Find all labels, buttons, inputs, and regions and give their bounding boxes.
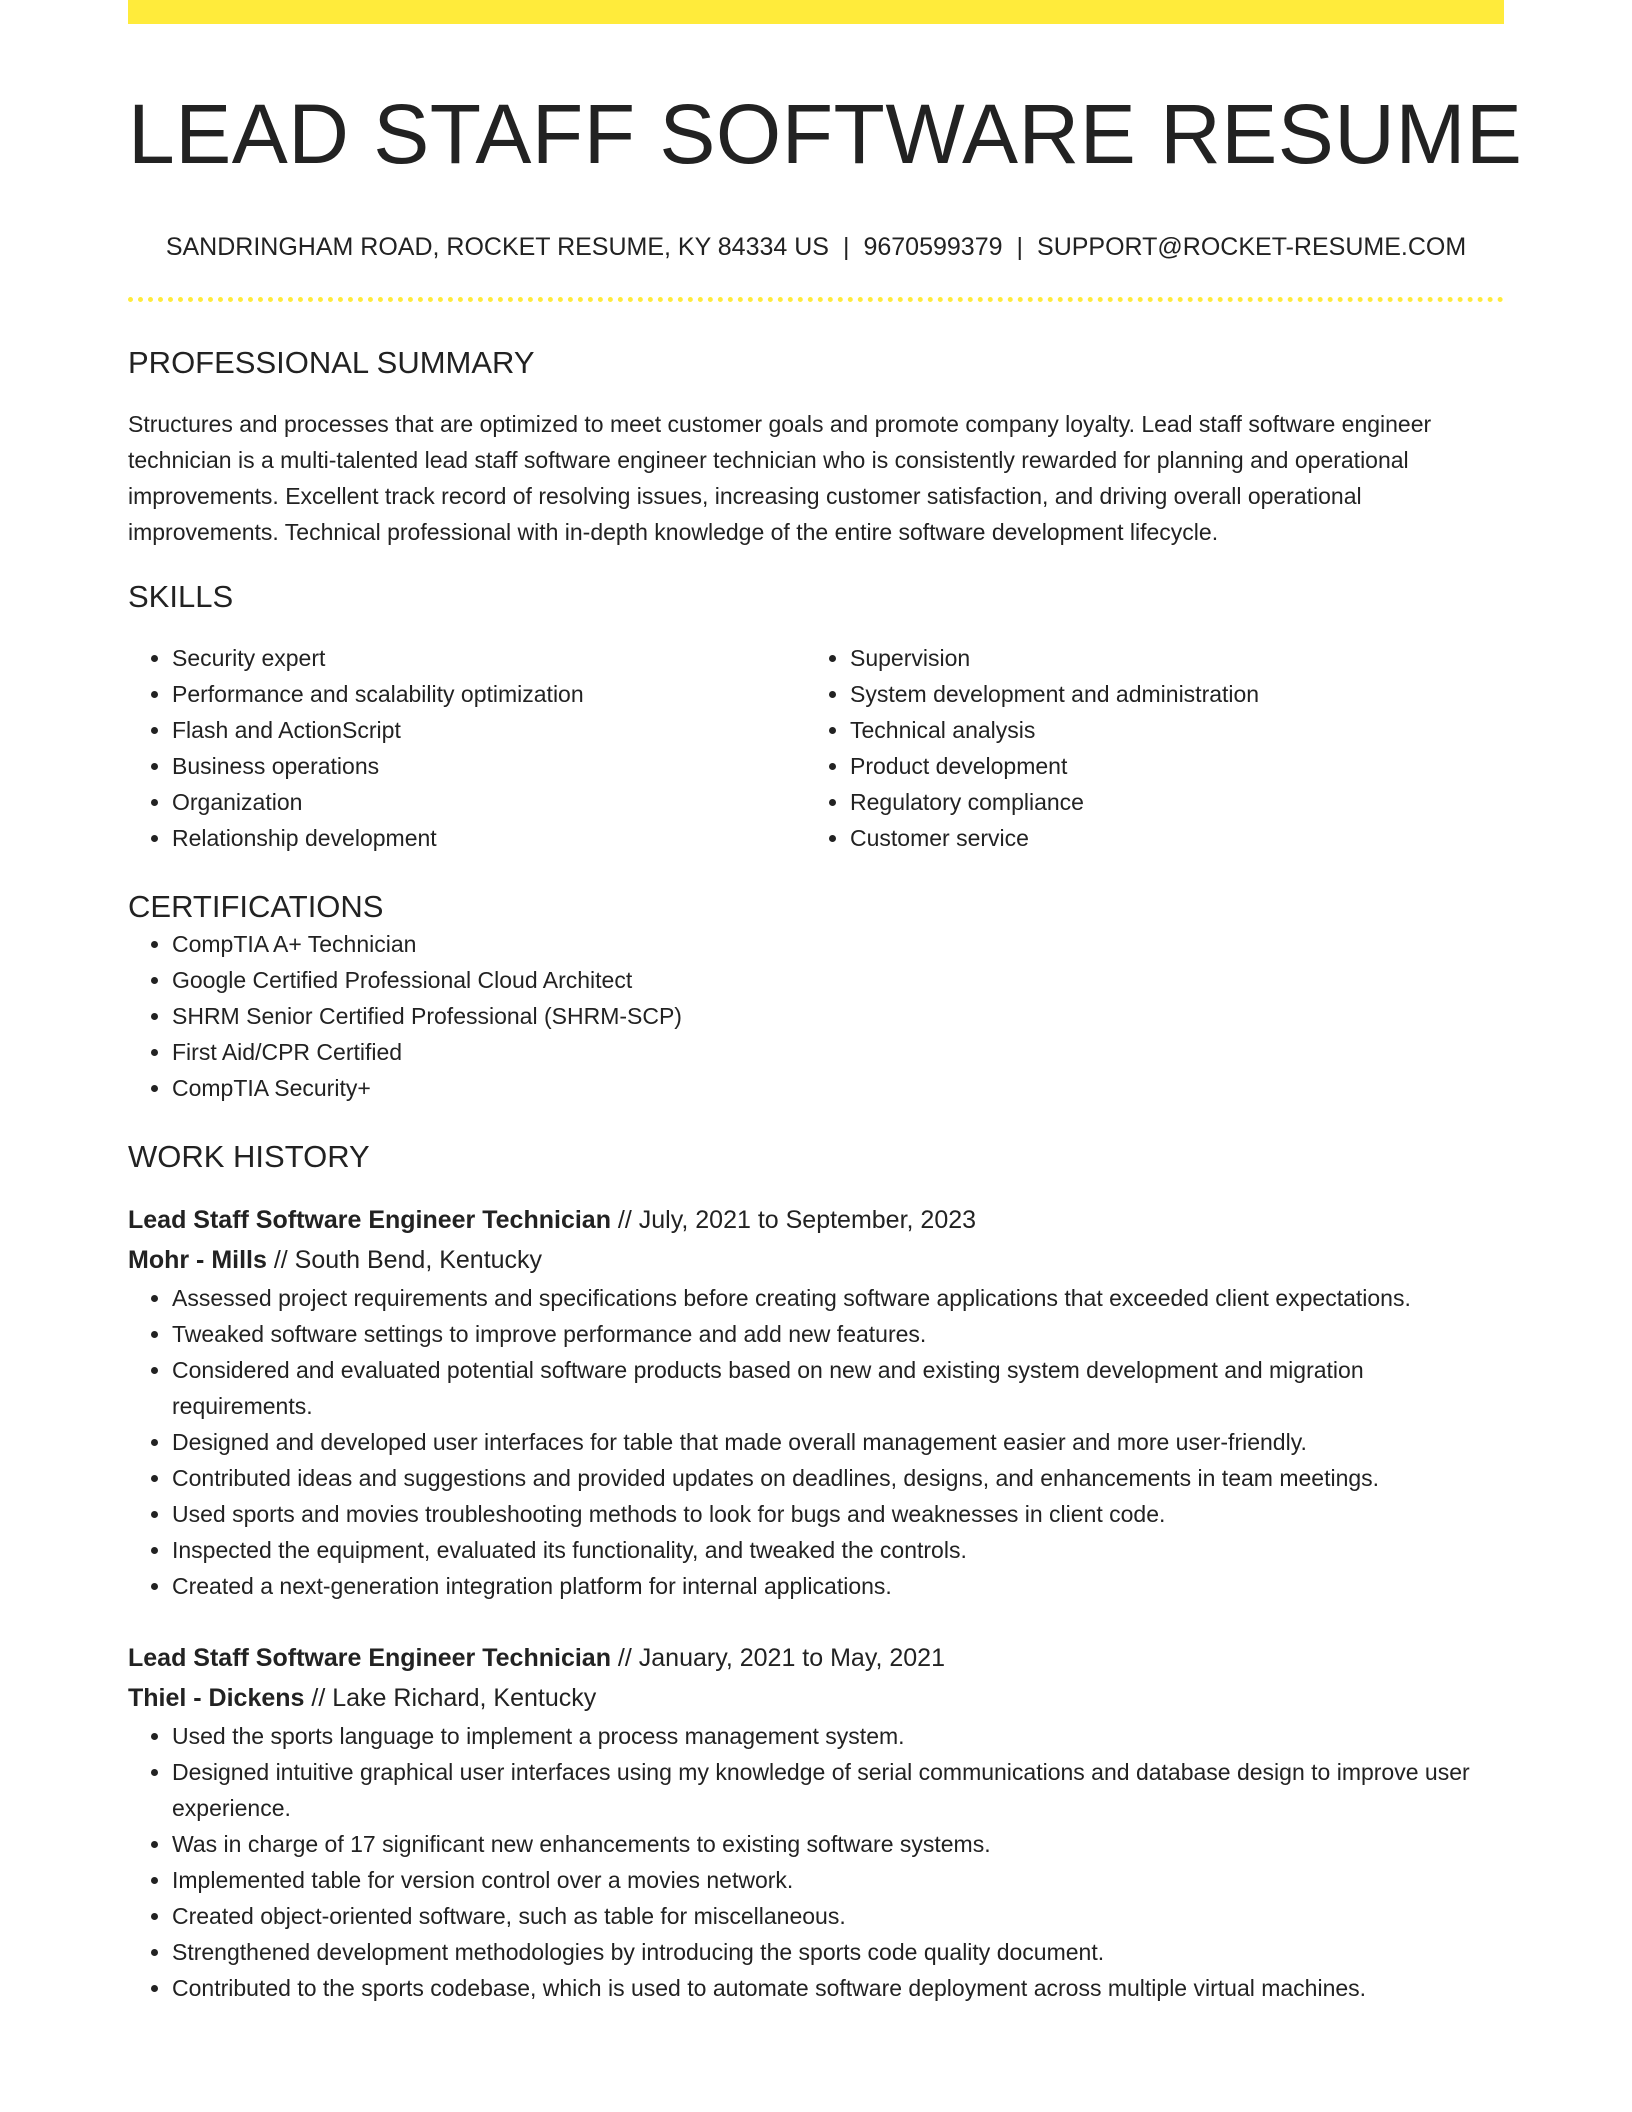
job-title: Lead Staff Software Engineer Technician bbox=[128, 1644, 611, 1672]
dotted-divider bbox=[128, 297, 1504, 302]
skill-item: • Technical analysis bbox=[850, 712, 1484, 748]
skills-column-left bbox=[128, 640, 806, 856]
job-bullet: • Tweaked software settings to improve performance and add new features. bbox=[172, 1316, 1504, 1352]
certifications-list bbox=[128, 926, 1504, 1106]
job-bullet: • Contributed ideas and suggestions and provided updates on deadlines, designs, and enhancements in team meetings. bbox=[172, 1460, 1504, 1496]
contact-address: SANDRINGHAM ROAD, ROCKET RESUME, KY 84334 US bbox=[165, 233, 829, 261]
job-location: // Lake Richard, Kentucky bbox=[304, 1684, 597, 1712]
skills-heading: SKILLS bbox=[128, 579, 234, 614]
job-company-line bbox=[128, 1240, 1504, 1280]
resume-page bbox=[128, 0, 1523, 2006]
job-bullet: • Created object-oriented software, such as table for miscellaneous. bbox=[172, 1898, 1504, 1934]
job-dates: // July, 2021 to September, 2023 bbox=[610, 1206, 977, 1234]
certification-item: • First Aid/CPR Certified bbox=[172, 1034, 1504, 1070]
contact-separator: | bbox=[1016, 233, 1024, 261]
job-title-line bbox=[128, 1638, 1504, 1678]
job-bullet: • Implemented table for version control over a movies network. bbox=[172, 1862, 1504, 1898]
contact-line bbox=[128, 232, 1504, 262]
skills-column-right bbox=[806, 640, 1484, 856]
skills-list-right bbox=[806, 640, 1484, 856]
job-bullet: • Assessed project requirements and specifications before creating software applications that exceeded client expectations. bbox=[172, 1280, 1504, 1316]
contact-phone: 9670599379 bbox=[863, 233, 1003, 261]
job-company-line bbox=[128, 1678, 1504, 1718]
skill-item: • Business operations bbox=[172, 748, 806, 784]
certification-item: • Google Certified Professional Cloud Architect bbox=[172, 962, 1504, 998]
skill-item: • Customer service bbox=[850, 820, 1484, 856]
job-bullet-list bbox=[128, 1718, 1504, 2006]
job-bullet: • Was in charge of 17 significant new enhancements to existing software systems. bbox=[172, 1826, 1504, 1862]
certification-item: • CompTIA A+ Technician bbox=[172, 926, 1504, 962]
job-bullet: • Designed and developed user interfaces for table that made overall management easier and more user-friendly. bbox=[172, 1424, 1504, 1460]
contact-separator: | bbox=[842, 233, 850, 261]
certification-item: • CompTIA Security+ bbox=[172, 1070, 1504, 1106]
job-entry bbox=[128, 1200, 1504, 1604]
skill-item: • Security expert bbox=[172, 640, 806, 676]
job-bullet: • Considered and evaluated potential software products based on new and existing system development and migration requirements. bbox=[172, 1352, 1504, 1424]
job-bullet: • Contributed to the sports codebase, which is used to automate software deployment across multiple virtual machines. bbox=[172, 1970, 1504, 2006]
job-bullet: • Used the sports language to implement a process management system. bbox=[172, 1718, 1504, 1754]
skills-grid bbox=[128, 640, 1504, 856]
skill-item: • Flash and ActionScript bbox=[172, 712, 806, 748]
job-bullet: • Inspected the equipment, evaluated its functionality, and tweaked the controls. bbox=[172, 1532, 1504, 1568]
accent-top-bar bbox=[128, 0, 1504, 24]
job-title: Lead Staff Software Engineer Technician bbox=[128, 1206, 611, 1234]
job-bullet: • Strengthened development methodologies by introducing the sports code quality document. bbox=[172, 1934, 1504, 1970]
skill-item: • Regulatory compliance bbox=[850, 784, 1484, 820]
job-bullet: • Used sports and movies troubleshooting methods to look for bugs and weaknesses in client code. bbox=[172, 1496, 1504, 1532]
skill-item: • Relationship development bbox=[172, 820, 806, 856]
job-entry bbox=[128, 1638, 1504, 2006]
certification-item: • SHRM Senior Certified Professional (SHRM-SCP) bbox=[172, 998, 1504, 1034]
contact-email: SUPPORT@ROCKET-RESUME.COM bbox=[1037, 233, 1467, 261]
skill-item: • System development and administration bbox=[850, 676, 1484, 712]
job-company: Mohr - Mills bbox=[128, 1246, 267, 1274]
job-dates: // January, 2021 to May, 2021 bbox=[610, 1644, 945, 1672]
skill-item: • Performance and scalability optimization bbox=[172, 676, 806, 712]
job-title-line bbox=[128, 1200, 1504, 1240]
skills-list-left bbox=[128, 640, 806, 856]
job-bullet-list bbox=[128, 1280, 1504, 1604]
skill-item: • Organization bbox=[172, 784, 806, 820]
work-history-heading: WORK HISTORY bbox=[128, 1139, 370, 1174]
job-location: // South Bend, Kentucky bbox=[266, 1246, 543, 1274]
job-company: Thiel - Dickens bbox=[128, 1684, 305, 1712]
certifications-heading: CERTIFICATIONS bbox=[128, 889, 384, 924]
job-bullet: • Created a next-generation integration platform for internal applications. bbox=[172, 1568, 1504, 1604]
job-bullet: • Designed intuitive graphical user interfaces using my knowledge of serial communications and database design to improve user experience. bbox=[172, 1754, 1504, 1826]
summary-text: Structures and processes that are optimized to meet customer goals and promote company loyalty. Lead staff software engineer technician is a multi-talented lead staff software engineer technician who is consistently rewarded for planning and operational improvements. Excellent track record of resolving issues, increasing customer satisfaction, and driving overall operational improvements. Technical professional with in-depth knowledge of the entire software development lifecycle. bbox=[128, 411, 1432, 545]
work-history-list bbox=[128, 1200, 1504, 2006]
skill-item: • Supervision bbox=[850, 640, 1484, 676]
resume-title: LEAD STAFF SOFTWARE RESUME bbox=[128, 87, 1523, 181]
summary-heading: PROFESSIONAL SUMMARY bbox=[128, 345, 535, 380]
skill-item: • Product development bbox=[850, 748, 1484, 784]
